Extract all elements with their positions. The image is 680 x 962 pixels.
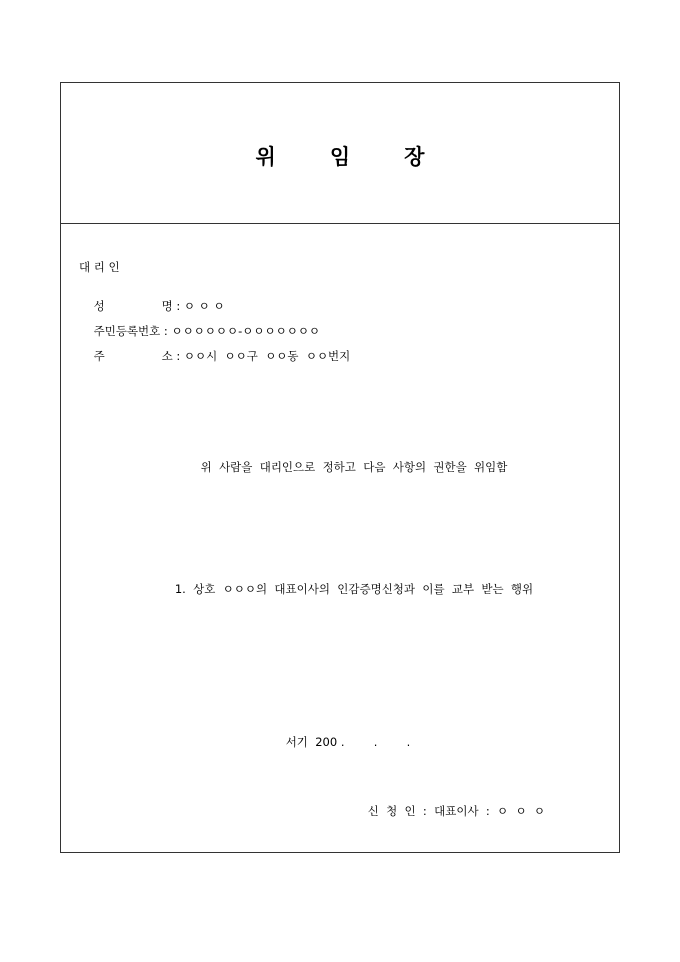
addr-label-a: 주 <box>93 349 105 363</box>
delegation-item-1: 1. 상호 ㅇㅇㅇ의 대표이사의 인감증명신청과 이를 교부 받는 행위 <box>174 582 534 596</box>
name-label-b: 명 <box>161 299 173 313</box>
date-line: 서기 200 . . . <box>285 735 411 749</box>
agent-heading: 대 리 인 <box>79 260 120 274</box>
name-label-a: 성 <box>93 299 105 313</box>
name-value: : ㅇ ㅇ ㅇ <box>172 299 225 313</box>
document-frame <box>60 82 620 853</box>
id-label: 주민등록번호 <box>93 324 161 338</box>
agent-address-row <box>79 335 350 377</box>
addr-value: : ㅇㅇ시 ㅇㅇ구 ㅇㅇ동 ㅇㅇ번지 <box>172 349 351 363</box>
document-title <box>61 141 619 171</box>
addr-label-b: 소 <box>161 349 173 363</box>
title-char-3: 장 <box>404 144 425 169</box>
id-value: : ㅇㅇㅇㅇㅇㅇ-ㅇㅇㅇㅇㅇㅇㅇ <box>160 324 321 338</box>
delegation-statement: 위 사람을 대리인으로 정하고 다음 사항의 권한을 위임함 <box>200 460 508 474</box>
signature-line: 신 청 인 : 대표이사 : ㅇ ㅇ ㅇ <box>367 804 545 818</box>
title-char-2: 임 <box>329 144 351 169</box>
title-area <box>61 83 619 224</box>
title-char-1: 위 <box>255 144 276 169</box>
